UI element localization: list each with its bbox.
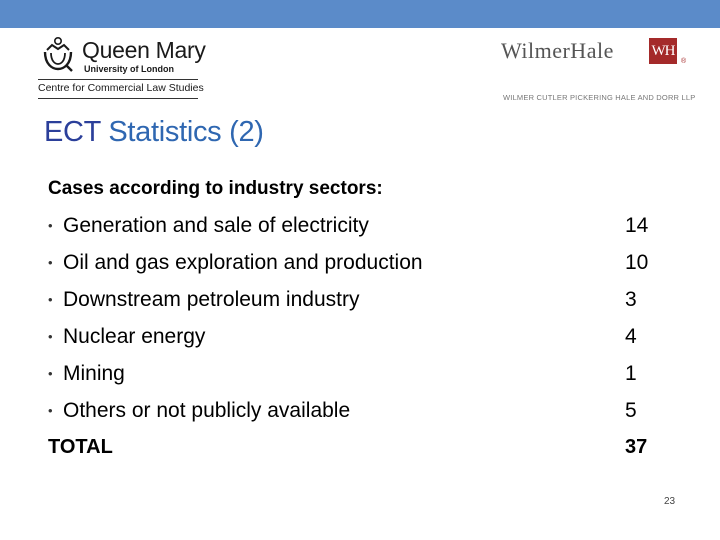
wilmerhale-name: WilmerHale xyxy=(501,38,614,63)
queen-mary-subtitle: University of London xyxy=(84,64,174,74)
list-item xyxy=(48,207,688,244)
registered-icon: ® xyxy=(681,58,687,65)
sector-label: Mining xyxy=(63,362,125,385)
sector-label: Oil and gas exploration and production xyxy=(63,251,423,274)
sector-label: Downstream petroleum industry xyxy=(63,288,360,311)
sector-label: Nuclear energy xyxy=(63,325,206,348)
slide-body xyxy=(48,170,688,466)
slide-title-rest: Statistics (2) xyxy=(100,116,264,148)
queen-mary-name: Queen Mary xyxy=(82,37,206,63)
section-heading: Cases according to industry sectors: xyxy=(48,178,383,199)
sector-count: 10 xyxy=(625,251,649,274)
divider xyxy=(38,98,198,99)
bullet-icon: • xyxy=(48,255,53,270)
slide-title xyxy=(44,116,264,149)
page-number: 23 xyxy=(664,496,676,507)
list-item xyxy=(48,355,688,392)
sector-count: 3 xyxy=(625,288,637,311)
crown-icon xyxy=(38,36,78,72)
total-value: 37 xyxy=(625,436,648,458)
sector-count: 1 xyxy=(625,362,637,385)
wilmerhale-logo xyxy=(501,36,696,106)
bullet-icon: • xyxy=(48,366,53,381)
top-accent-bar xyxy=(0,0,720,28)
bullet-icon: • xyxy=(48,292,53,307)
sector-label: Others or not publicly available xyxy=(63,399,351,422)
slide-title-prefix: ECT xyxy=(44,116,101,148)
sector-label: Generation and sale of electricity xyxy=(63,214,369,237)
centre-name: Centre for Commercial Law Studies xyxy=(38,82,204,94)
list-item xyxy=(48,318,688,355)
bullet-icon: • xyxy=(48,218,53,233)
wilmerhale-tagline: WILMER CUTLER PICKERING HALE AND DORR LLP xyxy=(503,93,696,102)
sector-count: 4 xyxy=(625,325,637,348)
bullet-icon: • xyxy=(48,403,53,418)
list-item xyxy=(48,392,688,429)
total-label: TOTAL xyxy=(48,436,113,458)
sector-count: 5 xyxy=(625,399,637,422)
sector-count: 14 xyxy=(625,214,649,237)
wh-mark: WH xyxy=(649,38,677,64)
bullet-icon: • xyxy=(48,329,53,344)
total-row xyxy=(48,429,688,466)
divider xyxy=(38,79,198,80)
list-item xyxy=(48,244,688,281)
list-item xyxy=(48,281,688,318)
